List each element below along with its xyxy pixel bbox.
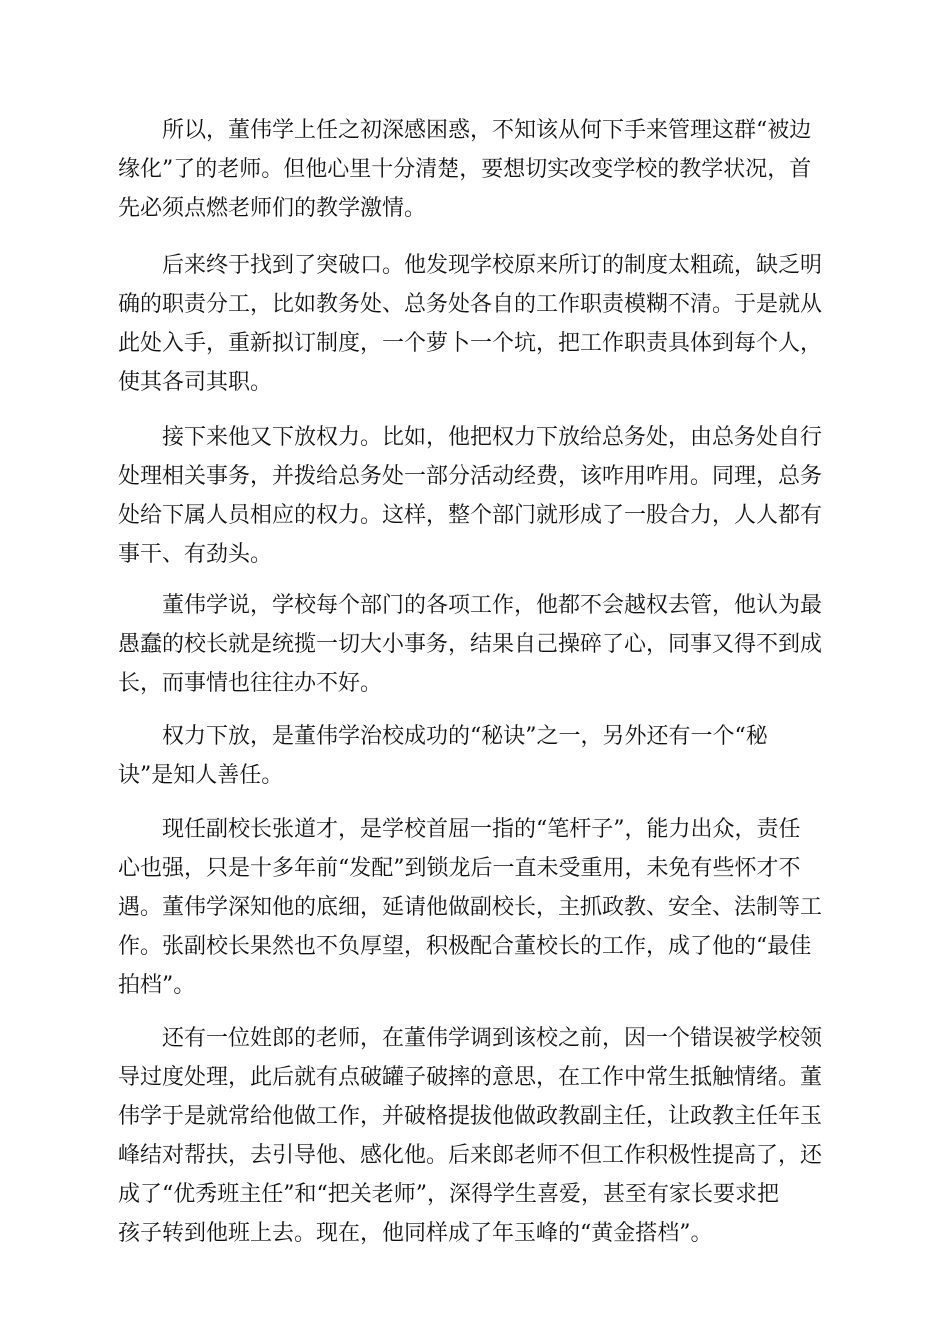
paragraph-2 [118,246,832,402]
paragraph-6 [118,810,832,1005]
paragraph-line: 现任副校长张道才，是学校首屈一指的“笔杆子”，能力出众，责任 [162,817,801,842]
paragraph-7 [118,1019,832,1253]
paragraph-line: 遇。董伟学深知他的底细，延请他做副校长，主抓政教、安全、法制等工 [118,895,823,920]
paragraph-3 [118,418,832,574]
paragraph-line: 使其各司其职。 [118,370,273,395]
paragraph-line: 峰结对帮扶，去引导他、感化他。后来郎老师不但工作积极性提高了，还 [118,1143,823,1168]
paragraph-line: 先必须点燃老师们的教学激情。 [118,196,427,221]
paragraph-1 [118,111,832,228]
paragraph-line: 确的职责分工，比如教务处、总务处各自的工作职责模糊不清。于是就从 [118,292,823,317]
paragraph-line: 处理相关事务，并拨给总务处一部分活动经费，该咋用咋用。同理，总务 [118,464,823,489]
paragraph-line: 诀”是知人善任。 [118,763,284,788]
paragraph-line: 长，而事情也往往办不好。 [118,671,383,696]
paragraph-line: 缘化”了的老师。但他心里十分清楚，要想切实改变学校的教学状况，首 [118,157,812,182]
paragraph-line: 成了“优秀班主任”和“把关老师”，深得学生喜爱，甚至有家长要求把 [118,1182,779,1207]
paragraph-line: 事干、有劲头。 [118,542,273,567]
paragraph-line: 董伟学说，学校每个部门的各项工作，他都不会越权去管，他认为最 [162,593,823,618]
paragraph-line: 此处入手，重新拟订制度，一个萝卜一个坑，把工作职责具体到每个人， [118,331,823,356]
paragraph-line: 接下来他又下放权力。比如，他把权力下放给总务处，由总务处自行 [162,425,823,450]
paragraph-line: 还有一位姓郎的老师，在董伟学调到该校之前，因一个错误被学校领 [162,1026,823,1051]
paragraph-line: 导过度处理，此后就有点破罐子破摔的意思，在工作中常生抵触情绪。董 [118,1065,823,1090]
paragraph-line: 处给下属人员相应的权力。这样，整个部门就形成了一股合力，人人都有 [118,503,823,528]
paragraph-line: 愚蠢的校长就是统揽一切大小事务，结果自己操碎了心，同事又得不到成 [118,632,823,657]
paragraph-line: 作。张副校长果然也不负厚望，积极配合董校长的工作，成了他的“最佳 [118,934,812,959]
paragraph-4 [118,586,832,703]
paragraph-line: 后来终于找到了突破口。他发现学校原来所订的制度太粗疏，缺乏明 [162,253,823,278]
paragraph-line: 伟学于是就常给他做工作，并破格提拔他做政教副主任，让政教主任年玉 [118,1104,823,1129]
paragraph-line: 权力下放，是董伟学治校成功的“秘诀”之一，另外还有一个“秘 [162,724,768,749]
paragraph-line: 拍档”。 [118,973,196,998]
paragraph-5 [118,717,832,795]
paragraph-line: 心也强，只是十多年前“发配”到锁龙后一直未受重用，未免有些怀才不 [118,856,801,881]
paragraph-line: 所以，董伟学上任之初深感困惑，不知该从何下手来管理这群“被边 [162,118,812,143]
paragraph-line: 孩子转到他班上去。现在，他同样成了年玉峰的“黄金搭档”。 [118,1221,713,1246]
